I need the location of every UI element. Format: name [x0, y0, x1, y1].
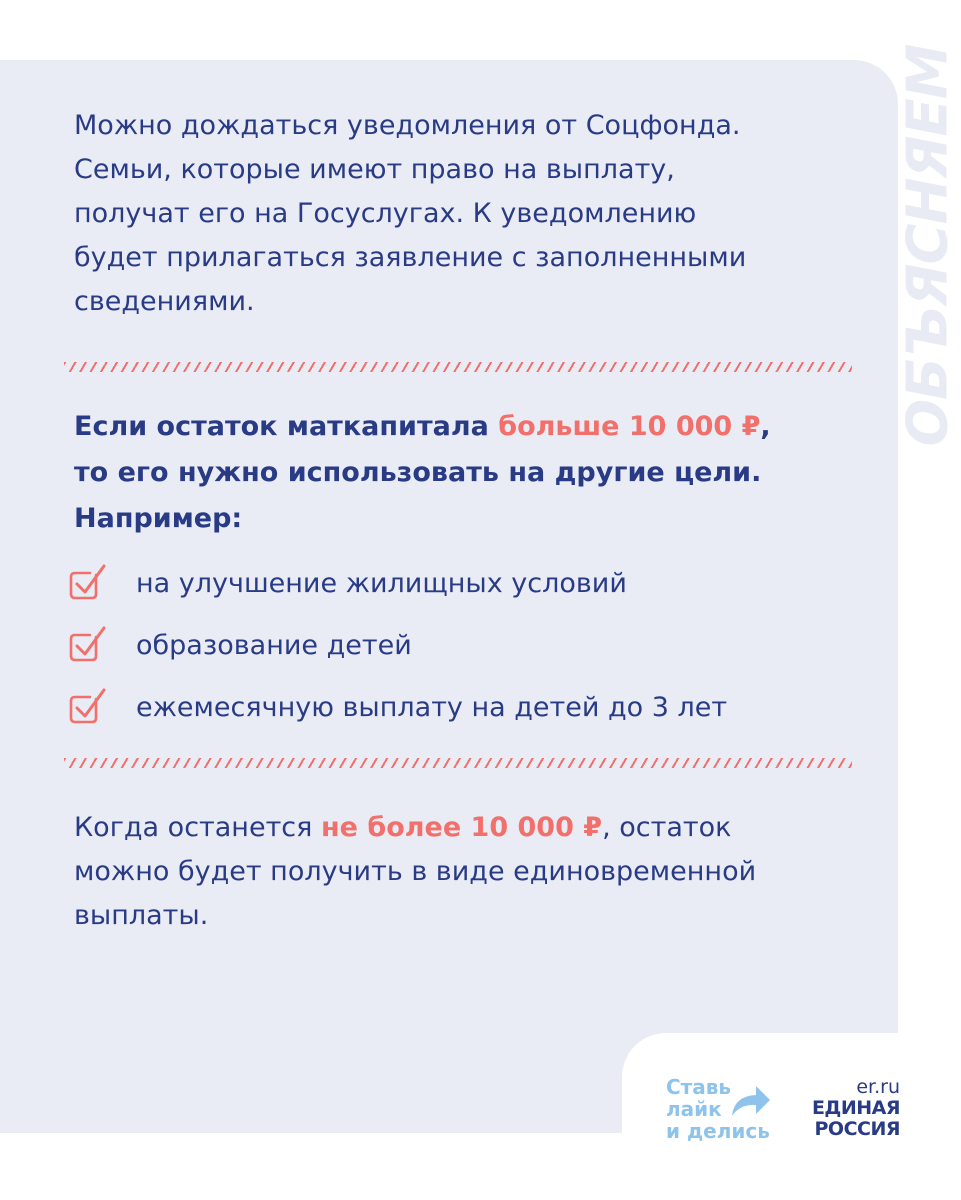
cta-line: Ставь — [666, 1075, 732, 1099]
goals-checklist — [66, 552, 856, 738]
paragraph-line: Можно дождаться уведомления от Соцфонда. — [74, 110, 741, 141]
hatched-divider — [64, 362, 852, 372]
checkbox-checked-icon — [66, 561, 110, 605]
text-segment: Когда останется — [74, 812, 321, 843]
list-item — [66, 552, 856, 614]
paragraph-notification — [74, 104, 854, 324]
share-arrow-icon[interactable] — [728, 1082, 772, 1120]
list-item-label: ежемесячную выплату на детей до 3 лет — [136, 691, 728, 723]
checkbox-checked-icon — [66, 685, 110, 729]
paragraph-remainder-under — [74, 806, 854, 938]
paragraph-line — [74, 404, 854, 450]
accent-amount: не более 10 000 ₽ — [320, 812, 603, 843]
paragraph-remainder-over — [74, 404, 854, 542]
accent-amount: больше 10 000 ₽ — [498, 411, 761, 442]
paragraph-line: выплаты. — [74, 900, 209, 931]
list-item — [66, 614, 856, 676]
cta-line: лайк — [666, 1097, 722, 1121]
text-segment: Если остаток маткапитала — [74, 411, 499, 442]
vertical-heading-text: ОБЪЯСНЯЕМ — [896, 43, 961, 447]
brand-logo — [800, 1076, 900, 1140]
list-item — [66, 676, 856, 738]
text-segment: , — [760, 411, 771, 442]
list-item-label: образование детей — [136, 629, 412, 661]
cta-line: и делись — [666, 1119, 770, 1143]
paragraph-line: получат его на Госуслугах. К уведомлению — [74, 198, 697, 229]
paragraph-line: можно будет получить в виде единовременной — [74, 856, 757, 887]
paragraph-line: сведениями. — [74, 286, 255, 317]
checkbox-checked-icon — [66, 623, 110, 667]
paragraph-line: Например: — [74, 503, 243, 534]
list-item-label: на улучшение жилищных условий — [136, 567, 627, 599]
text-segment: , остаток — [602, 812, 732, 843]
paragraph-line: Семьи, которые имеют право на выплату, — [74, 154, 675, 185]
paragraph-line: будет прилагаться заявление с заполненными — [74, 242, 747, 273]
site-url: er.ru — [856, 1076, 900, 1098]
vertical-heading — [896, 43, 961, 447]
brand-name-line: РОССИЯ — [814, 1118, 900, 1140]
hatched-divider — [64, 758, 852, 768]
paragraph-line — [74, 806, 854, 850]
brand-name-line: ЕДИНАЯ — [811, 1097, 900, 1119]
paragraph-line: то его нужно использовать на другие цели. — [74, 457, 762, 488]
